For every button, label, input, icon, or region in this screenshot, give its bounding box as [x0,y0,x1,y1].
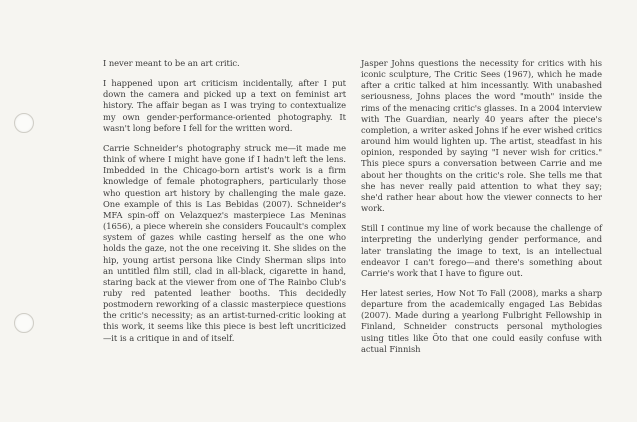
paragraph: Her latest series, How Not To Fall (2008), marks a sharp departure from the academically engaged Las Bebidas (2007). Made during a yearlong Fulbright Fellowship in Finland, Schneider constructs personal mythologies using titles like Öto that one could easily confuse with actual Finnish [361,287,602,354]
paragraph: I happened upon art criticism incidentally, after I put down the camera and picked up a text on feminist art history. The affair began as I was trying to contextualize my own gender-performance-oriented photography. It wasn't long before I fell for the written word. [103,78,346,133]
binder-hole-top [14,113,34,133]
binder-hole-bottom [14,313,34,333]
paragraph: I never meant to be an art critic. [103,58,240,68]
paragraph: Jasper Johns questions the necessity for critics with his iconic sculpture, The Critic Sees (1967), which he made after a critic talked at him incessantly. With unabashed seriousness, Johns places the word "mouth" inside the rims of the menacing critic's glasses. In a 2004 interview with The Guardian, nearly 40 years after the piece's completion, a writer asked Johns if he ever wished critics around him would lighten up. The artist, steadfast in his opinion, responded by saying "I never wish for critics." This piece spurs a conversation between Carrie and me about her thoughts on the critic's role. She tells me that she has never really paid attention to what they say; she'd rather hear about how the viewer connects to her work. [361,58,602,214]
right-text-column [361,58,602,364]
paragraph: Still I continue my line of work because the challenge of interpreting the underlying gender performance, and later translating the image to text, is an intellectual endeavor I can't forego—and there's something about Carrie's work that I have to figure out. [361,223,602,278]
paragraph: Carrie Schneider's photography struck me—it made me think of where I might have gone if I hadn't left the lens. Imbedded in the Chicago-born artist's work is a firm knowledge of female photographers, particularly those who question art history by challenging the male gaze. One example of this is Las Bebidas (2007). Schneider's MFA spin-off on Velazquez's masterpiece Las Meninas (1656), a piece wherein she considers Foucault's complex system of gazes while casting herself as the one who holds the gaze, not the one receiving it. She slides on the hip, young artist persona like Cindy Sherman slips into an untitled film still, clad in all-black, cigarette in hand, staring back at the viewer from one of The Rainbo Club's ruby red patented leather booths. This decidedly postmodern reworking of a classic masterpiece questions the critic's necessity; as an artist-turned-critic looking at this work, it seems like this piece is best left uncriticized—it is a critique in and of itself. [103,142,346,343]
left-text-column [103,58,346,353]
